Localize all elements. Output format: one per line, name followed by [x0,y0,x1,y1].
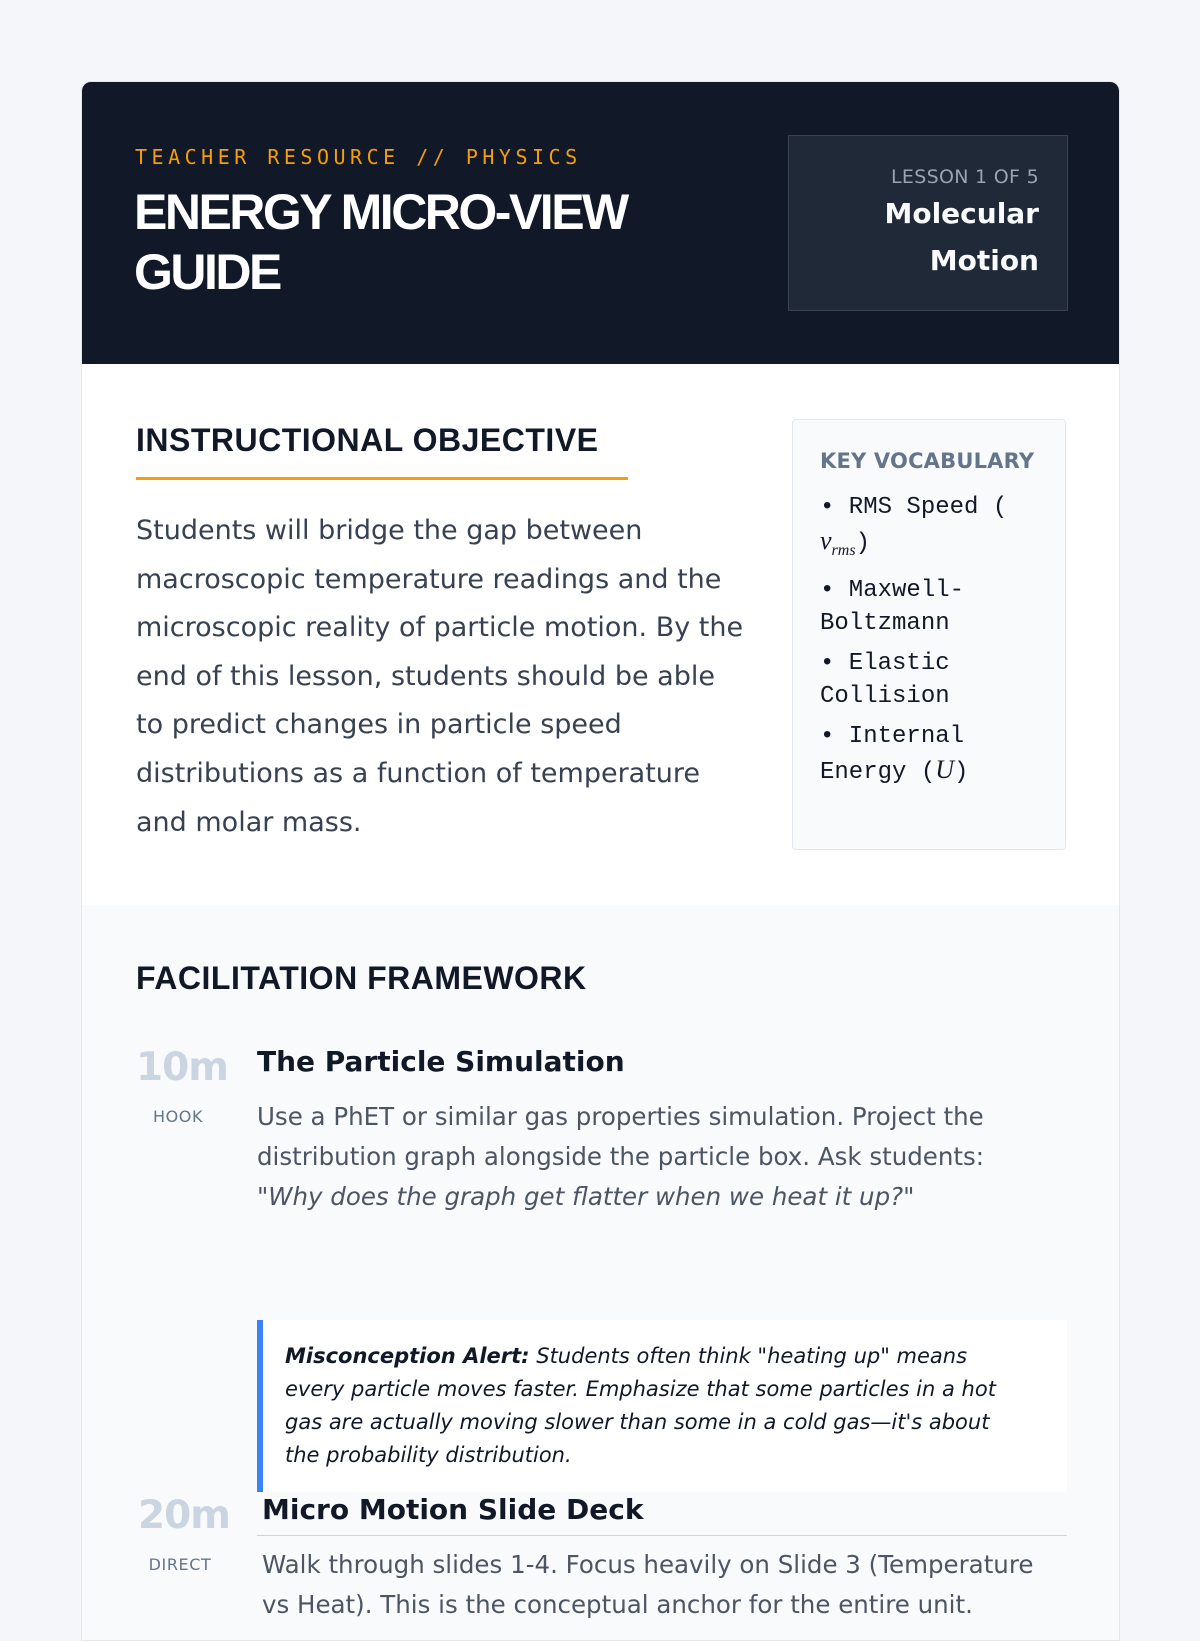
step-title: Micro Motion Slide Deck [262,1493,644,1526]
vocabulary-list [820,491,1045,789]
misconception-alert: Misconception Alert: Students often think "heating up" means every particle moves faster. Emphasize that some particles in a hot gas are actually moving slower than some in a cold gas—it's about the probability distribution. [257,1320,1067,1492]
vocab-item: • Internal Energy (U) [820,723,969,787]
framework-section [82,905,1120,1641]
guide-card [81,81,1120,1641]
step-description: Use a PhET or similar gas properties simulation. Project the distribution graph alongside the particle box. Ask students: "Why does the graph get flatter when we heat it up?" [257,1102,985,1211]
objective-underline [136,477,628,480]
header [82,82,1120,364]
lesson-name [789,190,1039,284]
step-divider [257,1535,1067,1536]
lesson-label: LESSON 1 OF 5 [891,166,1039,188]
lesson-name-line2: Motion [929,244,1039,277]
eyebrow: TEACHER RESOURCE // PHYSICS [135,145,582,169]
step-phase: DIRECT [148,1555,212,1574]
vocab-item: • RMS Speed ( $v_{rms}$) [820,494,1008,560]
vocab-item: • Elastic Collision [820,650,950,711]
vocabulary-heading: KEY VOCABULARY [820,449,1035,473]
objective-text: Students will bridge the gap between macroscopic temperature readings and the microscopic reality of particle motion. By the end of this lesson, students should be able to predict changes in particle speed distributions as a function of temperature and molar mass. [136,515,744,838]
objective-heading: INSTRUCTIONAL OBJECTIVE [136,422,599,458]
vocab-item: • Maxwell-Boltzmann [820,577,965,638]
page-title: ENERGY MICRO-VIEW GUIDE [134,184,627,300]
step-description: Walk through slides 1-4. Focus heavily on Slide 3 (Temperature vs Heat). This is the conceptual anchor for the entire unit. [262,1550,1034,1619]
framework-heading: FACILITATION FRAMEWORK [136,960,587,996]
lesson-name-line1: Molecular [884,197,1039,230]
step-title: The Particle Simulation [257,1045,625,1078]
step-phase: HOOK [152,1107,204,1126]
lesson-box [788,135,1068,311]
vocabulary-box [792,419,1066,850]
step-time: 20m [138,1493,230,1538]
step-time: 10m [136,1045,228,1090]
